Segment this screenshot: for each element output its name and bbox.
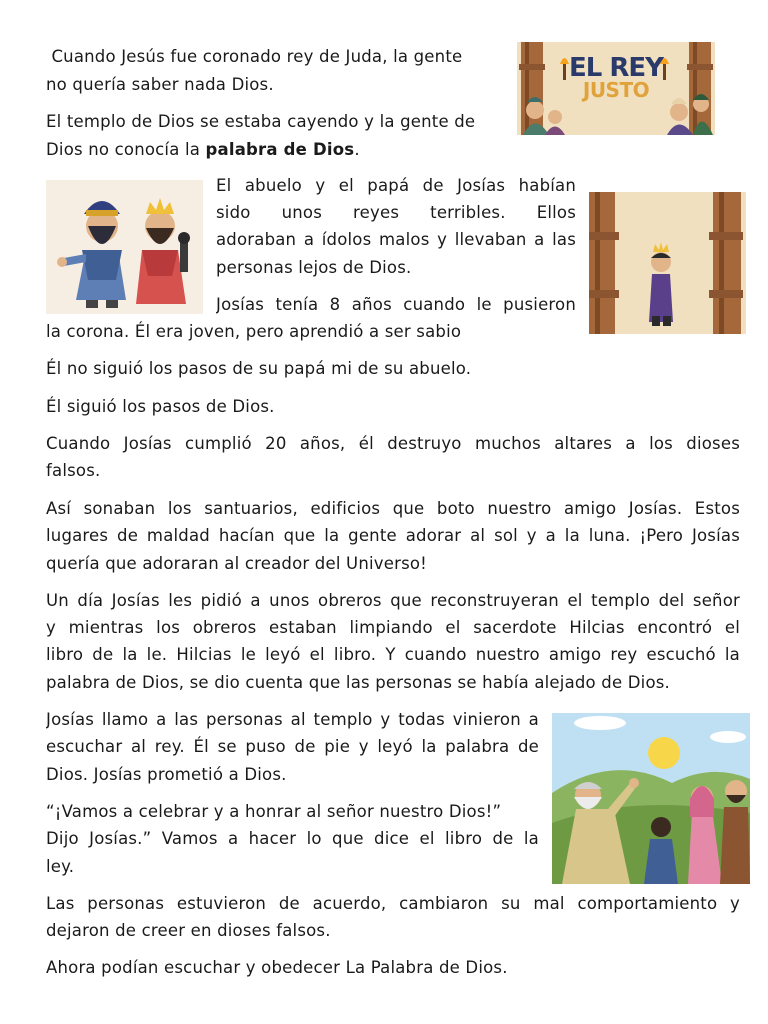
- temple-line-1: El templo de Dios se estaba cayendo y la gente de: [46, 112, 476, 131]
- temple-line-2-prefix: Dios no conocía la: [46, 140, 206, 159]
- temple-line-2: [46, 136, 360, 164]
- ancestors-line-3: adoraban a ídolos malos y llevaban a las: [216, 230, 576, 249]
- age-line-2: la corona. Él era joven, pero aprendió a ser sabio: [46, 322, 462, 341]
- age-line-1: Josías tenía 8 años cuando le pusieron: [216, 295, 576, 314]
- rebuild-line-1: Un día Josías les pidió a unos obreros que reconstruyeran el templo del señor: [46, 591, 740, 610]
- gathering-line-3: Dios. Josías prometió a Dios.: [46, 765, 287, 784]
- rebuild-line-3: libro de la le. Hilcias le leyó el libro. Y cuando nuestro amigo rey escuchó la: [46, 645, 740, 664]
- sanctuaries-line-3: quería que adoraran al creador del Universo!: [46, 554, 427, 573]
- temple-line-2-suffix: .: [354, 140, 360, 159]
- quote-line-2: Dijo Josías.” Vamos a hacer lo que dice el libro de la: [46, 829, 539, 848]
- rebuild-line-2: y mientras los obreros estaban limpiando el sacerdote Hilcias encontró el: [46, 618, 740, 637]
- intro-line-1: Cuando Jesús fue coronado rey de Juda, la gente: [46, 47, 463, 66]
- people-praying-image: [552, 713, 750, 884]
- ancestors-line-2: sido unos reyes terribles. Ellos: [216, 203, 576, 222]
- intro-line-2: no quería saber nada Dios.: [46, 75, 274, 94]
- quote-line-3: ley.: [46, 857, 75, 876]
- twenty-line-2: falsos.: [46, 461, 101, 480]
- el-rey-justo-banner-image: [517, 42, 715, 135]
- young-king-josias-image: [589, 192, 746, 334]
- followed-line: Él siguió los pasos de Dios.: [46, 397, 275, 416]
- gathering-line-1: Josías llamo a las personas al templo y todas vinieron a: [46, 710, 539, 729]
- gathering-line-2: escuchar al rey. Él se puso de pie y leyó la palabra de: [46, 737, 539, 756]
- ending-line: Ahora podían escuchar y obedecer La Palabra de Dios.: [46, 958, 508, 977]
- rebuild-line-4: palabra de Dios, se dio cuenta que las personas se había alejado de Dios.: [46, 673, 670, 692]
- twenty-line-1: Cuando Josías cumplió 20 años, él destruyo muchos altares a los dioses: [46, 434, 740, 453]
- evil-kings-image: [46, 180, 203, 314]
- agreement-line-2: dejaron de creer en dioses falsos.: [46, 921, 331, 940]
- ancestors-line-4: personas lejos de Dios.: [216, 258, 412, 277]
- quote-line-1: “¡Vamos a celebrar y a honrar al señor nuestro Dios!”: [46, 802, 502, 821]
- palabra-de-dios-bold: palabra de Dios: [205, 140, 355, 159]
- agreement-line-1: Las personas estuvieron de acuerdo, cambiaron su mal comportamiento y: [46, 894, 740, 913]
- banner-subtitle: JUSTO: [582, 78, 650, 102]
- sanctuaries-line-1: Así sonaban los santuarios, edificios que boto nuestro amigo Josías. Estos: [46, 499, 740, 518]
- banner-title: EL REY: [569, 53, 663, 83]
- sanctuaries-line-2: lugares de maldad hacían que la gente adorar al sol y a la luna. ¡Pero Josías: [46, 526, 740, 545]
- not-follow-line: Él no siguió los pasos de su papá mi de su abuelo.: [46, 359, 472, 378]
- ancestors-line-1: El abuelo y el papá de Josías habían: [216, 176, 576, 195]
